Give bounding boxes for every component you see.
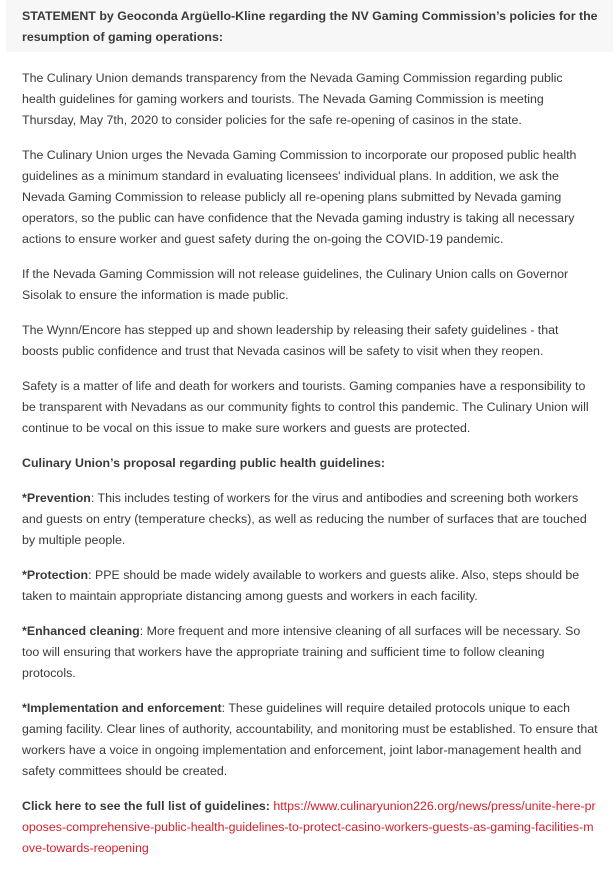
proposal-heading: Culinary Union’s proposal regarding public health guidelines:	[22, 456, 386, 470]
statement-title: STATEMENT by Geoconda Argüello-Kline regarding the NV Gaming Commission’s policies for the resumption of gaming operations:	[22, 9, 598, 44]
guidelines-link[interactable]: https://www.culinaryunion226.org/news/press/unite-here-proposes-comprehensive-public-health-guidelines-to-protect-casino-workers-guests-as-gaming-facilities-move-towards-reopening	[22, 799, 596, 855]
guideline-label: *Protection	[22, 568, 89, 582]
body-paragraph-1: The Culinary Union demands transparency from the Nevada Gaming Commission regarding public health guidelines for gaming workers and tourists. The Nevada Gaming Commission is meeting Thursday, May 7th, 2020 to consider policies for the safe re-opening of casinos in the state.	[22, 71, 563, 127]
guideline-text: : PPE should be made widely available to workers and guests alike. Also, steps should be taken to maintain appropriate distancing among guests and workers in each facility.	[22, 568, 580, 603]
guideline-label: *Enhanced cleaning	[22, 624, 140, 638]
body-paragraph-4: The Wynn/Encore has stepped up and shown leadership by releasing their safety guidelines - that boosts public confidence and trust that Nevada casinos will be safety to visit when they reopen.	[22, 323, 559, 358]
guideline-label: *Implementation and enforcement	[22, 701, 222, 715]
guideline-enhanced-cleaning	[22, 621, 598, 684]
body-paragraph-3: If the Nevada Gaming Commission will not release guidelines, the Culinary Union calls on Governor Sisolak to ensure the information is made public.	[22, 267, 569, 302]
guideline-implementation	[22, 698, 598, 782]
body-paragraph-5: Safety is a matter of life and death for workers and tourists. Gaming companies have a responsibility to be transparent with Nevadans as our community fights to control this pandemic. The Culinary Union will continue to be vocal on this issue to make sure workers and guests are protected.	[22, 379, 589, 435]
guidelines-link-label: Click here to see the full list of guidelines:	[22, 799, 270, 813]
guidelines-link-paragraph	[22, 796, 598, 859]
guideline-text: : These guidelines will require detailed protocols unique to each gaming facility. Clear lines of authority, accountability, and monitoring must be established. To ensure that workers have a voice in ongoing implementation and enforcement, joint labor-management health and safety committees should be created.	[22, 701, 598, 778]
statement-body	[22, 6, 598, 873]
guideline-prevention	[22, 488, 598, 551]
guideline-label: *Prevention	[22, 491, 91, 505]
guideline-text: : More frequent and more intensive cleaning of all surfaces will be necessary. So too will ensuring that workers have the appropriate training and sufficient time to follow cleaning protocols.	[22, 624, 581, 680]
body-paragraph-2: The Culinary Union urges the Nevada Gaming Commission to incorporate our proposed public health guidelines as a minimum standard in evaluating licensees' individual plans. In addition, we ask the Nevada Gaming Commission to release publicly all re-opening plans submitted by Nevada gaming operators, so the public can have confidence that the Nevada gaming industry is taking all necessary actions to ensure worker and guest safety during the on-going the COVID-19 pandemic.	[22, 148, 577, 246]
guideline-protection	[22, 565, 598, 607]
guideline-text: : This includes testing of workers for the virus and antibodies and screening both workers and guests on entry (temperature checks), as well as reducing the number of surfaces that are touched by multiple people.	[22, 491, 587, 547]
